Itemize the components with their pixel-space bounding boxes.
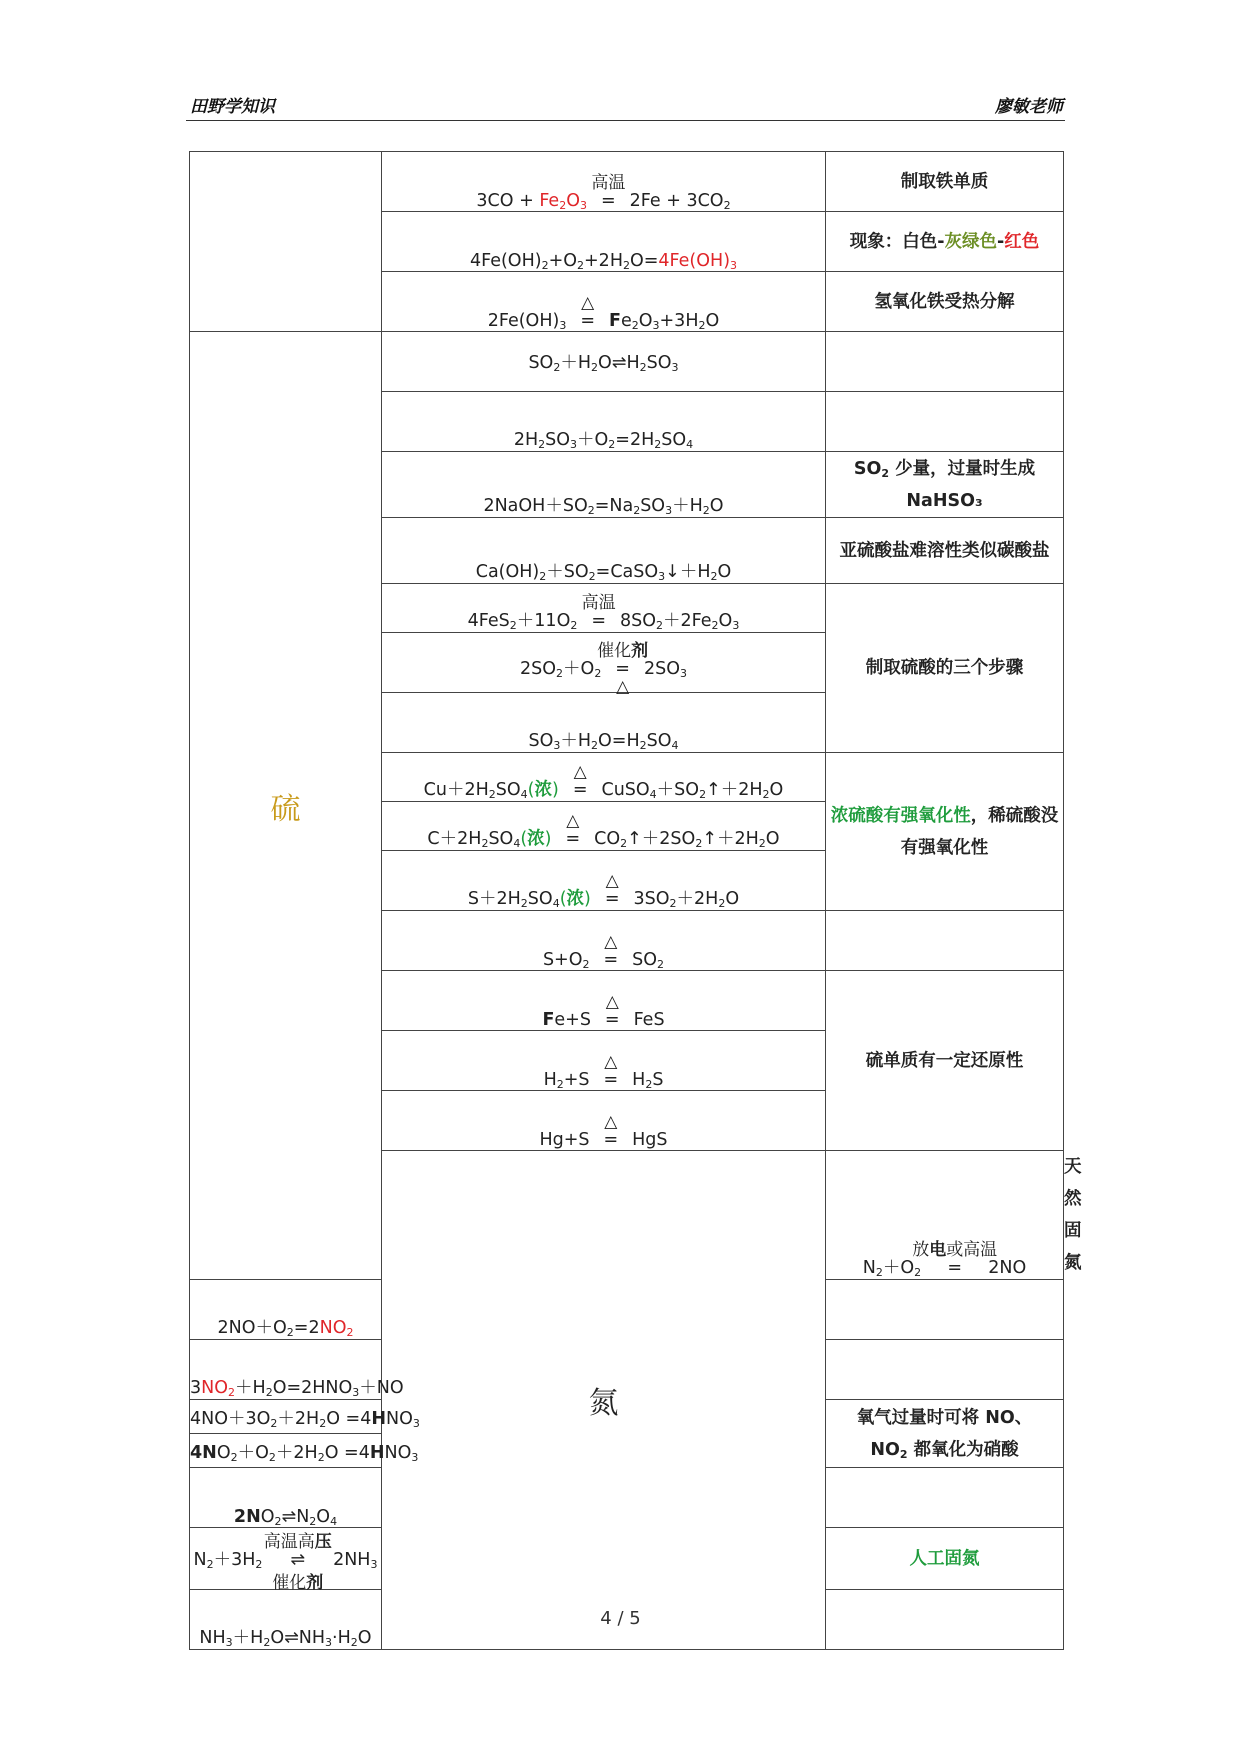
equation-cell: $C+2H_2SO_4$(浓) △ = $CO_2↑+2SO_2↑+2H_2O$ <box>382 802 826 851</box>
note-cell: 氢氧化铁受热分解 <box>826 272 1064 332</box>
equation-cell: $2SO_2+O_2$ 催化剂 = △ $2SO_3$ <box>382 633 826 693</box>
header-rule <box>186 120 1065 121</box>
note-cell <box>826 392 1064 452</box>
note-cell: $SO_2$ 少量，过量时生成 NaHSO₃ <box>826 452 1064 518</box>
equation-cell: $N_2+O_2$ 放电或高温 = 2NO <box>826 1151 1064 1280</box>
note-cell: 浓硫酸有强氧化性，稀硫酸没有强氧化性 <box>826 753 1064 911</box>
equation-cell: $4NO+3O_2+2H_2O =4HNO_3$ <box>190 1400 382 1434</box>
note-cell: 制取铁单质 <box>826 152 1064 212</box>
note-cell <box>826 1340 1064 1400</box>
table-row: 氮 $N_2+O_2$ 放电或高温 = 2NO 天然固氮 <box>190 1151 1064 1280</box>
equation-cell: $H_2+S$ △ = $H_2S$ <box>382 1031 826 1091</box>
equation-cell: $SO_3+H_2O=H_2SO_4$ <box>382 693 826 753</box>
table-row <box>190 152 1064 212</box>
note-cell <box>826 1468 1064 1528</box>
note-cell <box>826 911 1064 971</box>
header-left: 田野学知识 <box>190 97 275 117</box>
equation-cell: Hg+S △ = HgS <box>382 1091 826 1151</box>
note-cell <box>826 332 1064 392</box>
equation-cell: Fe+S △ = FeS <box>382 971 826 1031</box>
note-cell: 现象：白色-灰绿色-红色 <box>826 212 1064 272</box>
equation-cell: $4NO_2+O_2+2H_2O =4HNO_3$ <box>190 1434 382 1468</box>
equation-cell: $N_2+3H_2$ 高温高压 ⇌ 催化剂 $2NH_3$ <box>190 1528 382 1590</box>
note-cell: 氧气过量时可将 NO、 $NO_2$ 都氧化为硝酸 <box>826 1400 1064 1468</box>
header-right: 廖敏老师 <box>995 97 1063 117</box>
equation-cell: $S+O_2$ △ = $SO_2$ <box>382 911 826 971</box>
equation-cell: $2NO_2\rightleftharpoons N_2O_4$ <box>190 1468 382 1528</box>
table-row <box>190 332 1064 392</box>
equation-cell: $Ca(OH)_2+SO_2=CaSO_3↓+H_2O$ <box>382 518 826 584</box>
equation-cell: $3CO + Fe_2O_3$ 高温 = $2Fe + 3CO_2$ <box>382 152 826 212</box>
element-cell-iron <box>190 152 382 332</box>
equation-cell: $Cu+2H_2SO_4$(浓) △ = $CuSO_4+SO_2↑+2H_2O$ <box>382 753 826 802</box>
note-cell: 人工固氮 <box>826 1528 1064 1590</box>
reaction-table <box>189 151 1082 1650</box>
element-cell-nitrogen: 氮 <box>382 1151 826 1650</box>
equation-cell: $4FeS_2+11O_2$ 高温 = $8SO_2+2Fe_2O_3$ <box>382 584 826 633</box>
equation-cell: $2NaOH+SO_2=Na_2SO_3+H_2O$ <box>382 452 826 518</box>
equation-cell: $S+2H_2SO_4$(浓) △ = $3SO_2+2H_2O$ <box>382 851 826 911</box>
note-cell <box>826 1280 1064 1340</box>
equation-cell: $NH_3+H_2O\rightleftharpoons NH_3\cdot H_2O$ <box>190 1590 382 1650</box>
equation-cell: $2H_2SO_3+O_2=2H_2SO_4$ <box>382 392 826 452</box>
note-cell: 亚硫酸盐难溶性类似碳酸盐 <box>826 518 1064 584</box>
equation-cell: $2NO+O_2=2NO_2$ <box>190 1280 382 1340</box>
equation-cell: $4Fe(OH)_2+O_2+2H_2O=4Fe(OH)_3$ <box>382 212 826 272</box>
note-cell: 硫单质有一定还原性 <box>826 971 1064 1151</box>
note-cell: 制取硫酸的三个步骤 <box>826 584 1064 753</box>
page-number: 4 / 5 <box>600 1608 641 1629</box>
equation-cell: $SO_2+H_2O\rightleftharpoons H_2SO_3$ <box>382 332 826 392</box>
equation-cell: $3NO_2+H_2O=2HNO_3+NO$ <box>190 1340 382 1400</box>
element-cell-sulfur: 硫 <box>190 332 382 1280</box>
equation-cell: $2Fe(OH)_3$ △ = $Fe_2O_3+3H_2O$ <box>382 272 826 332</box>
